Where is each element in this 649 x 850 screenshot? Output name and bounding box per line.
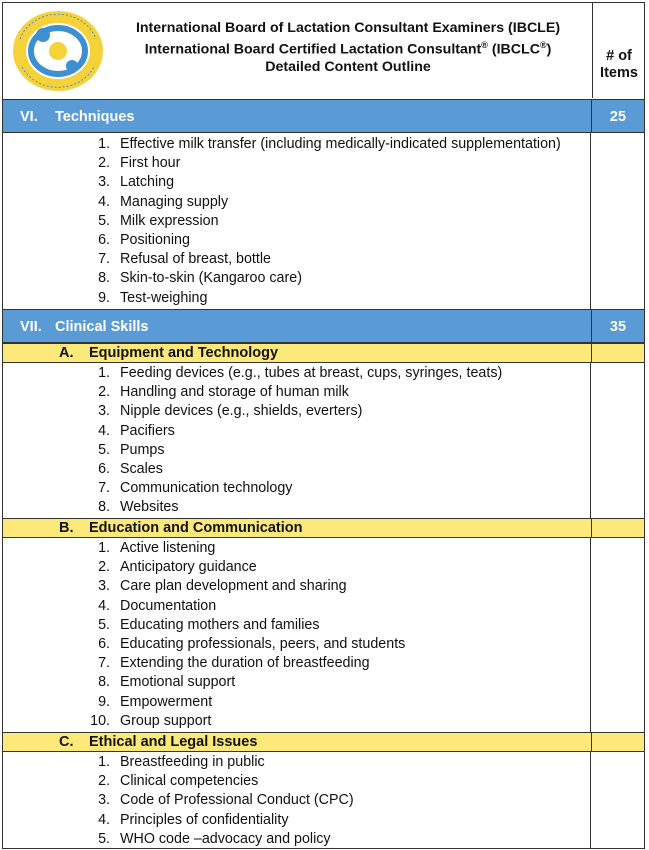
item-text: Breastfeeding in public	[120, 754, 265, 770]
subsection-letter: C.	[59, 734, 74, 750]
item-text: Communication technology	[120, 480, 293, 496]
item-text: First hour	[120, 155, 181, 171]
item-text: Refusal of breast, bottle	[120, 251, 271, 267]
subsection-letter: A.	[59, 345, 74, 361]
item-text: Websites	[120, 499, 179, 515]
item-text: Skin-to-skin (Kangaroo care)	[120, 270, 302, 286]
item-text: Documentation	[120, 598, 217, 614]
item-number: 3.	[98, 403, 110, 419]
item-text: Educating mothers and families	[120, 617, 320, 633]
title-line-1: International Board of Lactation Consultant Examiners (IBCLE)	[135, 20, 561, 36]
section-item-count: 25	[591, 100, 644, 132]
item-text: Clinical competencies	[120, 773, 259, 789]
document-titles	[106, 20, 590, 76]
title-line-2	[106, 37, 590, 59]
item-number: 9.	[98, 694, 110, 710]
item-text: Handling and storage of human milk	[120, 384, 349, 400]
item-text: Effective milk transfer (including medically-indicated supplementation)	[120, 136, 561, 152]
item-text: Managing supply	[120, 194, 229, 210]
item-number: 3.	[98, 578, 110, 594]
item-text: Milk expression	[120, 213, 219, 229]
section-title: Techniques	[55, 109, 135, 125]
item-number: 4.	[98, 598, 110, 614]
item-number: 1.	[98, 540, 110, 556]
section-bar-techniques	[3, 99, 644, 133]
item-number: 2.	[98, 559, 110, 575]
subsection-title: Ethical and Legal Issues	[89, 734, 258, 750]
item-number: 5.	[98, 442, 110, 458]
item-text: Care plan development and sharing	[120, 578, 347, 594]
subsection-bar-ethical-legal	[3, 732, 644, 752]
items-header-line-2: Items	[600, 65, 638, 81]
item-number: 6.	[98, 232, 110, 248]
item-number: 3.	[98, 174, 110, 190]
item-text: Extending the duration of breastfeeding	[120, 655, 370, 671]
item-text: Group support	[120, 713, 212, 729]
item-text: Emotional support	[120, 674, 236, 690]
subsection-title: Equipment and Technology	[89, 345, 279, 361]
item-text: Test-weighing	[120, 290, 208, 306]
section-item-count: 35	[591, 310, 644, 342]
item-number: 1.	[98, 136, 110, 152]
item-number: 4.	[98, 423, 110, 439]
registered-mark-2: ®	[539, 40, 547, 50]
section-bar-clinical-skills	[3, 309, 644, 343]
item-number: 4.	[98, 194, 110, 210]
item-number: 2.	[98, 384, 110, 400]
section-title: Clinical Skills	[55, 319, 149, 335]
item-number: 7.	[98, 480, 110, 496]
document-header	[2, 2, 645, 100]
item-text: Principles of confidentiality	[120, 812, 289, 828]
item-text: Pumps	[120, 442, 165, 458]
item-text: Code of Professional Conduct (CPC)	[120, 792, 354, 808]
title-line-2-abbr: (IBCLC	[487, 41, 540, 58]
item-text: Empowerment	[120, 694, 213, 710]
item-text: Pacifiers	[120, 423, 175, 439]
title-line-2-close: )	[546, 41, 552, 58]
item-number: 7.	[98, 655, 110, 671]
item-text: Positioning	[120, 232, 190, 248]
item-number: 9.	[98, 290, 110, 306]
item-text: Nipple devices (e.g., shields, everters)	[120, 403, 363, 419]
item-number: 8.	[98, 499, 110, 515]
subsection-bar-education	[3, 518, 644, 538]
item-number: 6.	[98, 636, 110, 652]
item-text: Feeding devices (e.g., tubes at breast, cups, syringes, teats)	[120, 365, 503, 381]
item-number: 8.	[98, 674, 110, 690]
subsection-title: Education and Communication	[89, 520, 303, 536]
item-text: Anticipatory guidance	[120, 559, 257, 575]
items-column-header	[592, 2, 645, 98]
item-number: 1.	[98, 754, 110, 770]
item-number: 10.	[90, 713, 110, 729]
item-number: 3.	[98, 792, 110, 808]
item-number: 5.	[98, 617, 110, 633]
subsection-bar-equipment	[3, 343, 644, 363]
section-number: VII.	[20, 319, 42, 335]
item-text: Active listening	[120, 540, 216, 556]
title-line-2-text: International Board Certified Lactation Consultant	[144, 41, 482, 58]
title-line-3: Detailed Content Outline	[265, 58, 431, 75]
items-header-line-1: # of	[606, 48, 632, 64]
item-number: 5.	[98, 213, 110, 229]
item-number: 2.	[98, 155, 110, 171]
item-number: 2.	[98, 773, 110, 789]
item-text: WHO code –advocacy and policy	[120, 831, 331, 847]
item-number: 7.	[98, 251, 110, 267]
item-number: 1.	[98, 365, 110, 381]
item-number: 6.	[98, 461, 110, 477]
section-number: VI.	[20, 109, 38, 125]
ibcle-logo	[10, 9, 106, 93]
item-number: 4.	[98, 812, 110, 828]
item-text: Latching	[120, 174, 175, 190]
subsection-letter: B.	[59, 520, 74, 536]
item-number: 8.	[98, 270, 110, 286]
subsection-count-cell	[591, 519, 645, 537]
item-number: 5.	[98, 831, 110, 847]
item-text: Educating professionals, peers, and students	[120, 636, 406, 652]
item-text: Scales	[120, 461, 163, 477]
subsection-count-cell	[591, 344, 645, 362]
subsection-count-cell	[591, 733, 645, 751]
registered-mark: ®	[481, 40, 488, 50]
